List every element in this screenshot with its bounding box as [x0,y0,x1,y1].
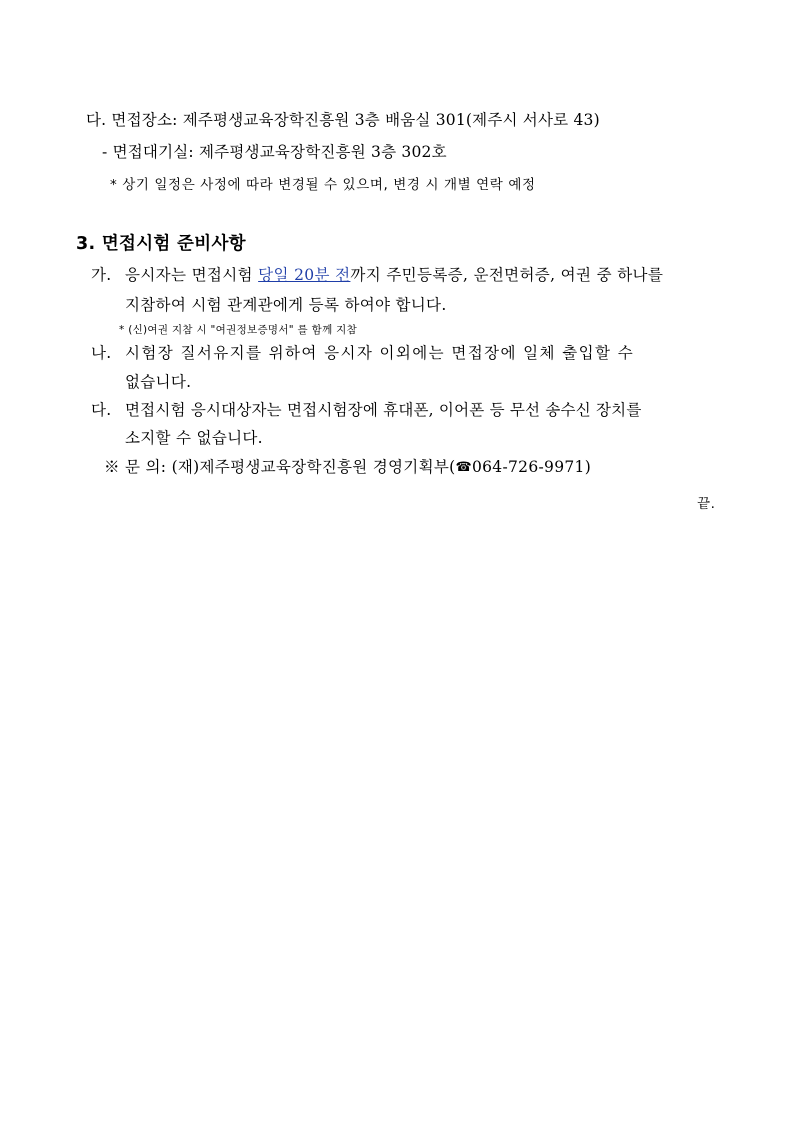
item-da-marker: 다. [91,401,112,419]
waiting-room-text: 제주평생교육장학진흥원 3층 302호 [199,143,447,161]
inquiry-close: ) [584,458,592,476]
item-da-line1: 면접시험 응시대상자는 면접시험장에 휴대폰, 이어폰 등 무선 송수신 장치를 [125,401,642,419]
passport-note: * (신)여권 지참 시 "여권정보증명서" 를 함께 지참 [119,324,358,336]
item-da-line2: 소지할 수 없습니다. [125,429,263,447]
inquiry-line [104,455,591,477]
item-ga-post: 까지 주민등록증, 운전면허증, 여권 중 하나를 [350,266,664,284]
item-ga-pre: 응시자는 면접시험 [125,266,259,284]
item-ga-marker: 가. [91,266,112,284]
venue-text: 제주평생교육장학진흥원 3층 배움실 301(제주시 서사로 43) [182,111,600,129]
section-heading: 3. 면접시험 준비사항 [76,234,246,254]
item-ga-highlight: 당일 20분 전 [258,266,351,284]
end-mark: 끝. [697,496,716,512]
venue-line [86,108,600,130]
inquiry-phone: 064-726-9971 [471,458,585,476]
inquiry-label: ※ 문 의: [104,458,167,476]
waiting-room-line [102,140,447,162]
waiting-room-label: - 면접대기실: [102,143,194,161]
inquiry-org: (재)제주평생교육장학진흥원 경영기획부( [171,458,456,476]
phone-icon: ☎ [455,460,472,475]
item-na-line2: 없습니다. [125,373,192,391]
item-na-marker: 나. [91,344,112,362]
schedule-note: * 상기 일정은 사정에 따라 변경될 수 있으며, 변경 시 개별 연락 예정 [110,177,536,193]
venue-label: 다. 면접장소: [86,111,178,129]
item-na-line1: 시험장 질서유지를 위하여 응시자 이외에는 면접장에 일체 출입할 수 [125,344,635,362]
item-ga-line2: 지참하여 시험 관계관에게 등록 하여야 합니다. [125,296,447,314]
item-ga-line1 [125,263,663,285]
